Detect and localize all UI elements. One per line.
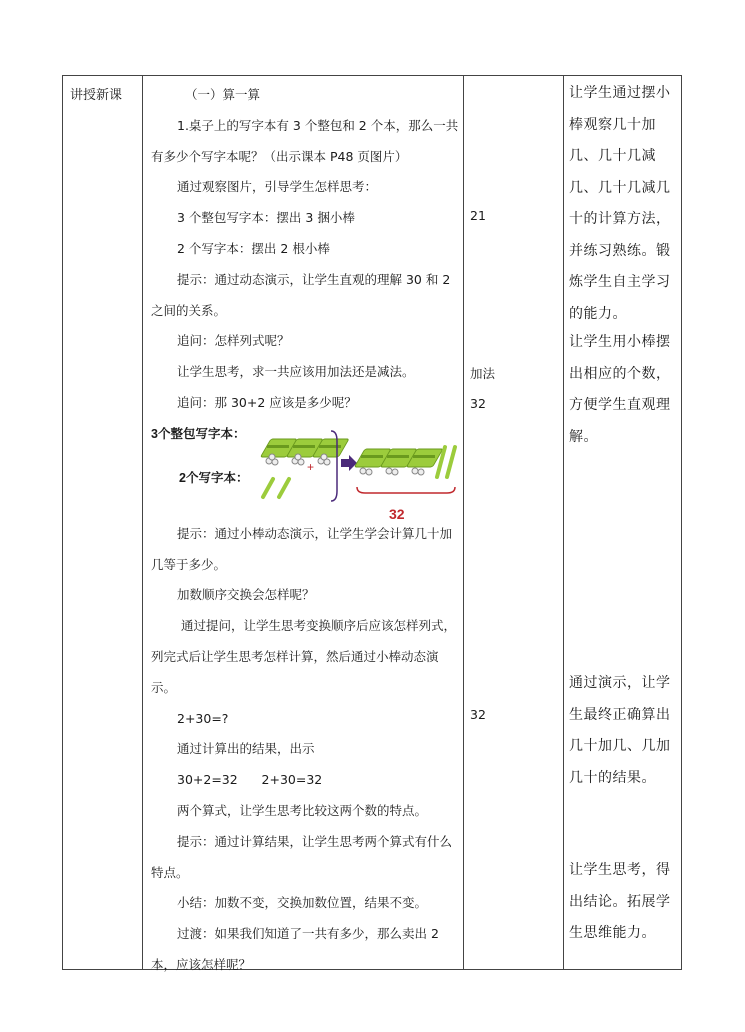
sticks-figure (151, 421, 461, 522)
bundle-group-right (355, 447, 455, 477)
purpose-4: 让学生思考，得出结论。拓展学生思维能力。 (569, 862, 671, 941)
teaching-content (151, 80, 461, 981)
step-singles: 2 个写字本：摆出 2 根小棒 (177, 240, 330, 256)
answer-32-b: 32 (470, 707, 486, 722)
equations-pair: 30+2=32 2+30=32 (177, 772, 323, 788)
summary-text: 小结：加数不变，交换加数位置，结果不变。 (177, 895, 428, 911)
answer-21: 21 (470, 208, 486, 223)
answer-32-a: 32 (470, 396, 486, 411)
purpose-2: 让学生用小棒摆出相应的个数，方便学生直观理解。 (569, 334, 671, 445)
compare-text: 两个算式，让学生思考比较这两个数的特点。 (177, 802, 428, 818)
purpose-3: 通过演示，让学生最终正确算出几十加几、几加几十的结果。 (569, 675, 671, 786)
column-divider-2 (463, 75, 464, 970)
arrow-icon (341, 455, 357, 471)
column-divider-1 (142, 75, 143, 970)
bundle-group-left (261, 439, 349, 465)
label-bundles: 3个整包写字本： (151, 426, 246, 441)
sticks-illustration (151, 421, 461, 519)
explain-text: 通过提问，让学生思考变换顺序后应该怎样列式，列完式后让学生思考怎样计算，然后通过小棒动态演示。 (151, 618, 457, 695)
purpose-1: 让学生通过摆小棒观察几十加几、几十几减几、几十几减几十的计算方法，并练习熟练。锻炼学生自主学习的能力。 (569, 85, 671, 322)
label-singles: 2个写字本： (179, 470, 249, 485)
plus-sign: + (307, 459, 315, 474)
think-text: 让学生思考，求一共应该用加法还是减法。 (177, 364, 415, 380)
row-label: 讲授新课 (70, 88, 123, 103)
guide-text: 通过观察图片，引导学生怎样思考： (177, 179, 378, 195)
result-32: 32 (389, 505, 405, 522)
answer-addition: 加法 (470, 366, 496, 381)
brace-under (357, 487, 455, 493)
result-intro: 通过计算出的结果，出示 (177, 741, 315, 757)
section-heading: （一）算一算 (185, 87, 261, 102)
equation-1: 2+30=? (177, 710, 229, 726)
hint-3: 提示：通过计算结果，让学生思考两个算式有什么特点。 (151, 833, 453, 880)
single-sticks-left (263, 479, 289, 497)
hint-2: 提示：通过小棒动态演示，让学生学会计算几十加几等于多少。 (151, 525, 453, 572)
problem-text: 1.桌子上的写字本有 3 个整包和 2 个本，那么一共有多少个写字本呢？（出示课本 P48 页图片） (151, 117, 459, 164)
step-bundles: 3 个整包写字本：摆出 3 捆小棒 (177, 210, 355, 226)
question-3: 加数顺序交换会怎样呢？ (177, 587, 315, 603)
hint-1: 提示：通过动态演示，让学生直观的理解 30 和 2 之间的关系。 (151, 271, 451, 318)
question-1: 追问：怎样列式呢？ (177, 333, 290, 349)
column-divider-3 (563, 75, 564, 970)
question-2: 追问：那 30+2 应该是多少呢？ (177, 394, 357, 410)
transition-text: 过渡：如果我们知道了一共有多少，那么卖出 2 本，应该怎样呢？ (151, 926, 439, 972)
